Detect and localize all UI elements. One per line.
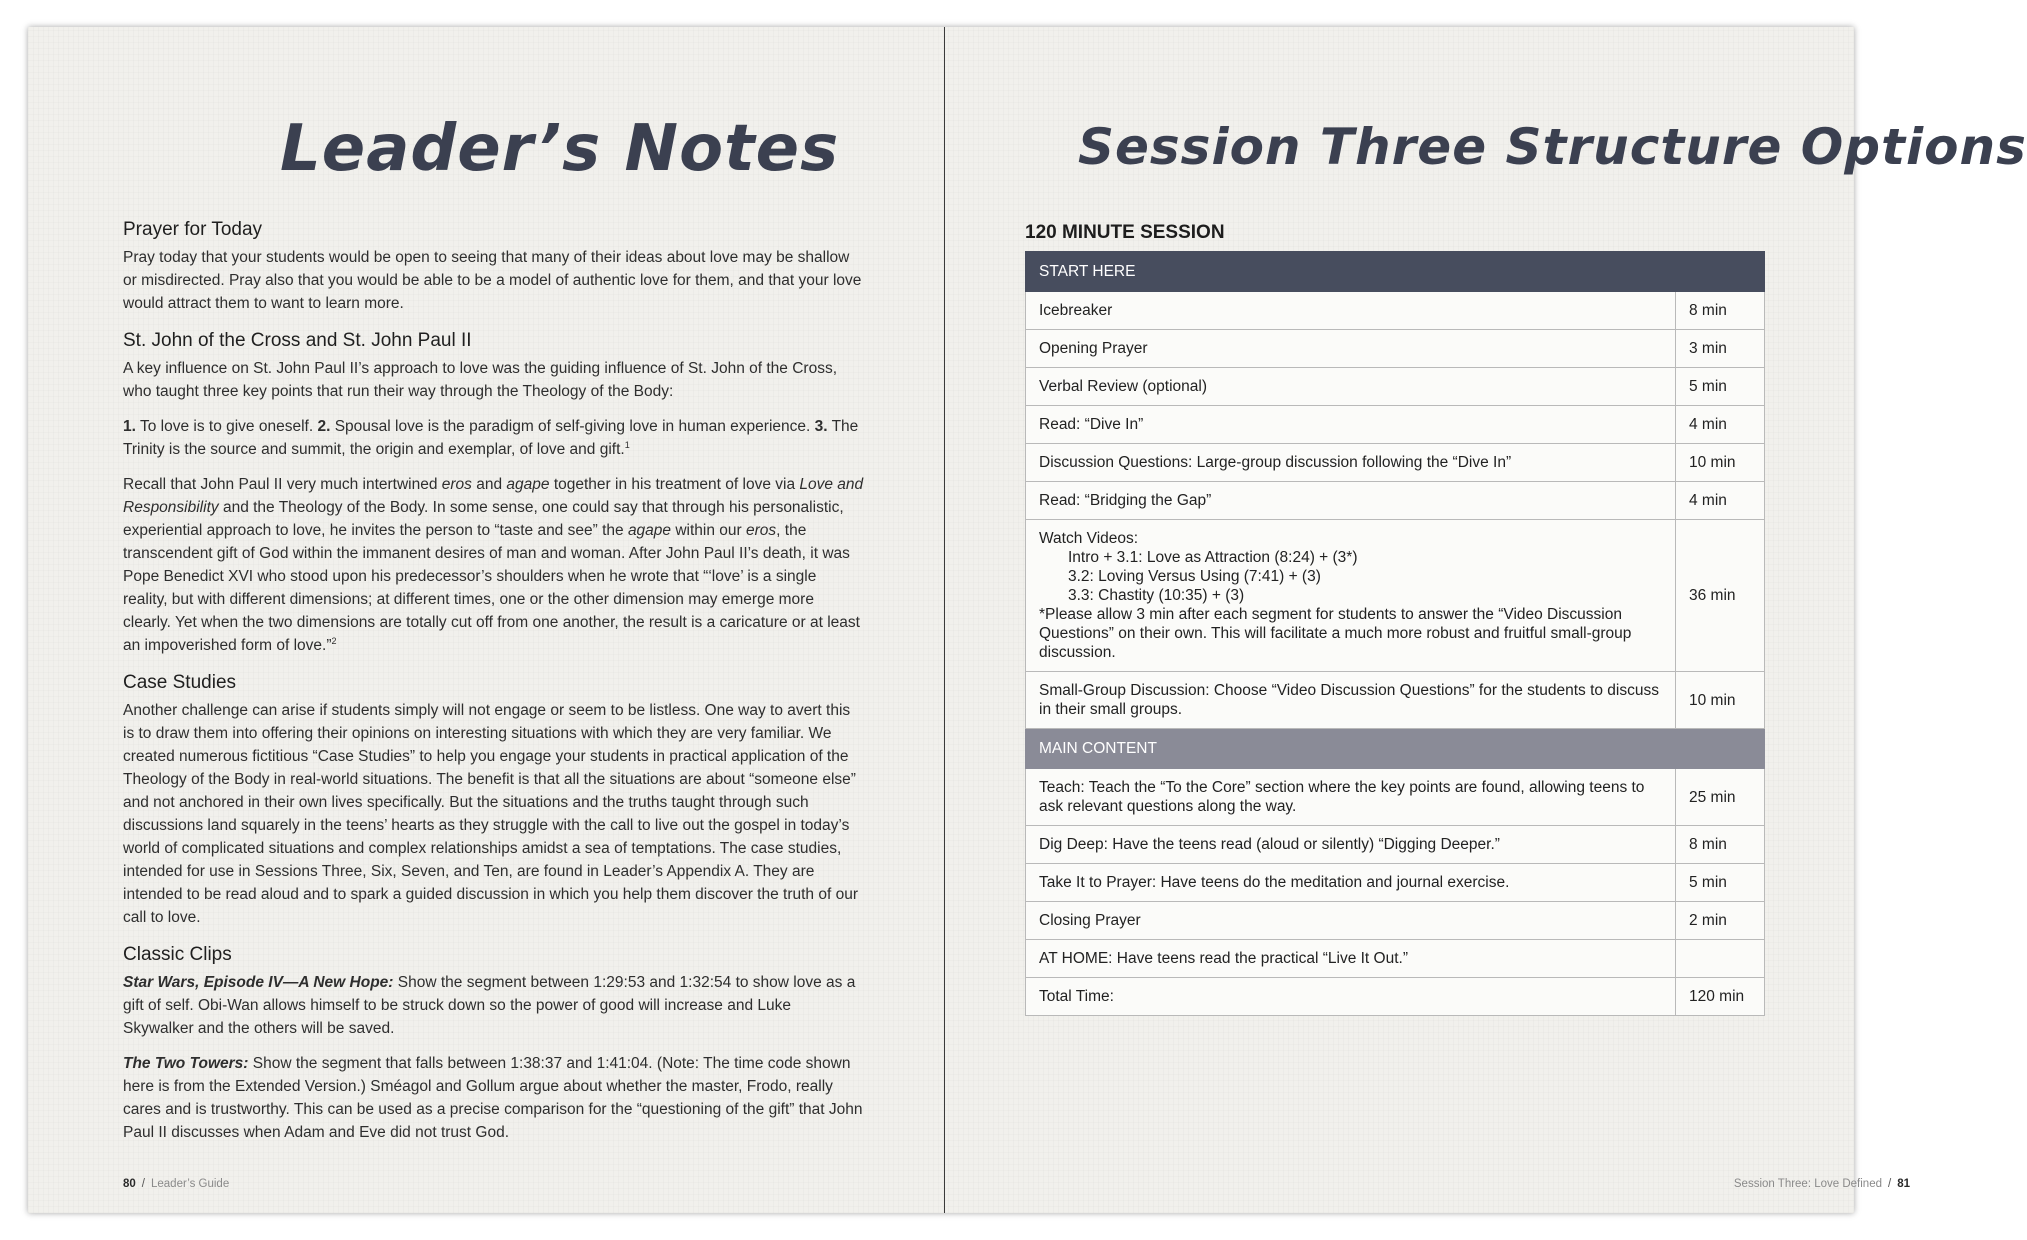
activity-cell: Read: “Dive In” — [1026, 406, 1676, 444]
time-cell: 36 min — [1676, 520, 1765, 672]
footer-separator: / — [141, 1178, 145, 1190]
case-studies-heading: Case Studies — [123, 672, 237, 693]
st-john-intro: A key influence on St. John Paul II’s approach to love was the guiding influence of St. John of the Cross, who taught three key points that run their way through the Theology of the Body: — [123, 360, 838, 400]
time-cell: 8 min — [1676, 826, 1765, 864]
page-number: 80 — [123, 1178, 136, 1190]
page-number: 81 — [1897, 1178, 1910, 1190]
activity-cell — [1026, 520, 1676, 672]
st-john-section — [123, 329, 865, 657]
total-time-row — [1026, 978, 1765, 1016]
activity-cell: Discussion Questions: Large-group discussion following the “Dive In” — [1026, 444, 1676, 482]
case-studies-section — [123, 671, 865, 929]
start-here-header-row — [1026, 252, 1765, 292]
video-note: *Please allow 3 min after each segment for students to answer the “Video Discussion Questions” on their own. This will facilitate a much more robust and fruitful small-group discussion. — [1039, 606, 1632, 661]
time-cell: 3 min — [1676, 330, 1765, 368]
classic-clips-section — [123, 943, 865, 1144]
time-cell: 10 min — [1676, 672, 1765, 729]
time-cell: 4 min — [1676, 406, 1765, 444]
eros-agape-paragraph — [123, 473, 865, 657]
table-row — [1026, 444, 1765, 482]
table-row — [1026, 864, 1765, 902]
table-row — [1026, 769, 1765, 826]
session-label: 120 MINUTE SESSION — [1025, 222, 1225, 243]
activity-cell: Take It to Prayer: Have teens do the meditation and journal exercise. — [1026, 864, 1676, 902]
table-row — [1026, 940, 1765, 978]
footnote-ref-2: 2 — [331, 635, 337, 646]
time-cell: 120 min — [1676, 978, 1765, 1016]
footer-separator: / — [1888, 1178, 1892, 1190]
activity-cell: Icebreaker — [1026, 292, 1676, 330]
case-studies-text: Another challenge can arise if students simply will not engage or seem to be listless. One way to avert this is to draw them into offering their opinions on interesting situations with which they are very familiar. We created numerous fictitious “Case Studies” to help you engage your students in practical application of the Theology of the Body in real-world situations. The benefit is that all the situations are about “someone else” and not anchored in their own lives specifically. But the situations and the truths taught through such discussions land squarely in the teens’ hearts as they struggle with the call to live out the gospel in today’s world of complicated situations and complex relationships amidst a sea of temptations. The case studies, intended for use in Sessions Three, Six, Seven, and Ten, are found in Leader’s Appendix A. They are intended to be read aloud and to spark a guided discussion in which you help them discover the truth of our call to love. — [123, 702, 858, 926]
table-row — [1026, 330, 1765, 368]
clip-title: The Two Towers: — [123, 1055, 249, 1072]
text-run: , the transcendent gift of God within the immanent desires of man and woman. After John Paul II’s death, it was Pope Benedict XVI who stood upon his predecessor’s shoulders when he wrote that “‘love’ is a single reality, but with different dimensions; at different times, one or the other dimension may emerge more clearly. Yet when the two dimensions are totally cut off from one another, the result is a caricature or at least an impoverished form of love.” — [123, 522, 860, 654]
left-page-title: Leader’s Notes — [280, 112, 840, 186]
point-number-3: 3. — [814, 418, 828, 435]
activity-cell: Teach: Teach the “To the Core” section where the key points are found, allowing teens to ask relevant questions along the way. — [1026, 769, 1676, 826]
classic-clips-heading: Classic Clips — [123, 944, 232, 965]
point-text-1: To love is to give oneself. — [135, 418, 318, 435]
video-item: Intro + 3.1: Love as Attraction (8:24) + (3*) — [1068, 549, 1358, 566]
clip-title: Star Wars, Episode IV—A New Hope: — [123, 974, 394, 991]
main-content-header: MAIN CONTENT — [1026, 729, 1765, 769]
point-number-2: 2. — [317, 418, 331, 435]
clip-two-towers — [123, 1052, 865, 1144]
key-points-paragraph — [123, 415, 865, 461]
activity-cell: Read: “Bridging the Gap” — [1026, 482, 1676, 520]
time-cell: 25 min — [1676, 769, 1765, 826]
text-run: and the Theology of the Body. In some sense, one could say that through his personalistic, experiential approach to love, he invites the person to “taste and see” the — [123, 499, 844, 539]
table-row — [1026, 368, 1765, 406]
table-row — [1026, 902, 1765, 940]
time-cell: 2 min — [1676, 902, 1765, 940]
left-page-footer — [123, 1178, 229, 1190]
italic-term: agape — [627, 522, 672, 539]
italic-term: eros — [441, 476, 472, 493]
right-page-title: Session Three Structure Options — [1078, 118, 2027, 176]
activity-cell: Opening Prayer — [1026, 330, 1676, 368]
st-john-heading: St. John of the Cross and St. John Paul II — [123, 330, 472, 351]
clip-description: Show the segment that falls between 1:38:37 and 1:41:04. (Note: The time code shown here is from the Extended Version.) Sméagol and Gollum argue about whether the master, Frodo, really cares and is trustworthy. This can be used as a precise comparison for the “questioning of the gift” that John Paul II discusses when Adam and Eve did not trust God. — [123, 1055, 863, 1141]
table-row — [1026, 672, 1765, 729]
point-number-1: 1. — [123, 418, 136, 435]
video-item: 3.3: Chastity (10:35) + (3) — [1068, 587, 1245, 604]
activity-cell: Verbal Review (optional) — [1026, 368, 1676, 406]
table-row — [1026, 406, 1765, 444]
prayer-section — [123, 218, 865, 315]
page-spine-divider — [944, 27, 945, 1213]
activity-cell: Dig Deep: Have the teens read (aloud or silently) “Digging Deeper.” — [1026, 826, 1676, 864]
text-run: together in his treatment of love via — [549, 476, 800, 493]
time-cell: 4 min — [1676, 482, 1765, 520]
clip-description: Show the segment between 1:29:53 and 1:32:54 to show love as a gift of self. Obi-Wan allows himself to be struck down so the power of good will increase and Luke Skywalker and the others will be saved. — [123, 974, 856, 1037]
table-row — [1026, 826, 1765, 864]
point-text-2: Spousal love is the paradigm of self-giving love in human experience. — [330, 418, 815, 435]
main-content-header-row — [1026, 729, 1765, 769]
left-page-body — [123, 218, 865, 1158]
watch-videos-row — [1026, 520, 1765, 672]
prayer-heading: Prayer for Today — [123, 219, 263, 240]
time-cell: 5 min — [1676, 368, 1765, 406]
footer-label: Session Three: Love Defined — [1733, 1178, 1882, 1190]
text-run: Recall that John Paul II very much intertwined — [123, 476, 442, 493]
time-cell: 10 min — [1676, 444, 1765, 482]
activity-cell: Total Time: — [1026, 978, 1676, 1016]
activity-cell: Small-Group Discussion: Choose “Video Discussion Questions” for the students to discuss in their small groups. — [1026, 672, 1676, 729]
start-here-header: START HERE — [1026, 252, 1765, 292]
text-run: within our — [671, 522, 746, 539]
time-cell — [1676, 940, 1765, 978]
video-item: 3.2: Loving Versus Using (7:41) + (3) — [1068, 568, 1321, 585]
right-page-footer — [1734, 1178, 1910, 1190]
prayer-text: Pray today that your students would be open to seeing that many of their ideas about love may be shallow or misdirected. Pray also that you would be able to be a model of authentic love for them, and that your love would attract them to want to learn more. — [123, 249, 862, 312]
watch-videos-heading: Watch Videos: — [1039, 530, 1139, 547]
point-text-3: The Trinity is the source and summit, the origin and exemplar, of love and gift. — [123, 418, 859, 458]
footer-label: Leader’s Guide — [151, 1178, 230, 1190]
table-row — [1026, 482, 1765, 520]
clip-star-wars — [123, 971, 865, 1040]
session-structure-table — [1025, 251, 1765, 1016]
text-run: and — [471, 476, 507, 493]
time-cell: 8 min — [1676, 292, 1765, 330]
footnote-ref-1: 1 — [624, 439, 630, 450]
italic-term: agape — [506, 476, 550, 493]
table-row — [1026, 292, 1765, 330]
time-cell: 5 min — [1676, 864, 1765, 902]
activity-cell: AT HOME: Have teens read the practical “Live It Out.” — [1026, 940, 1676, 978]
activity-cell: Closing Prayer — [1026, 902, 1676, 940]
book-title: Love and Responsibility — [123, 476, 864, 516]
italic-term: eros — [746, 522, 777, 539]
